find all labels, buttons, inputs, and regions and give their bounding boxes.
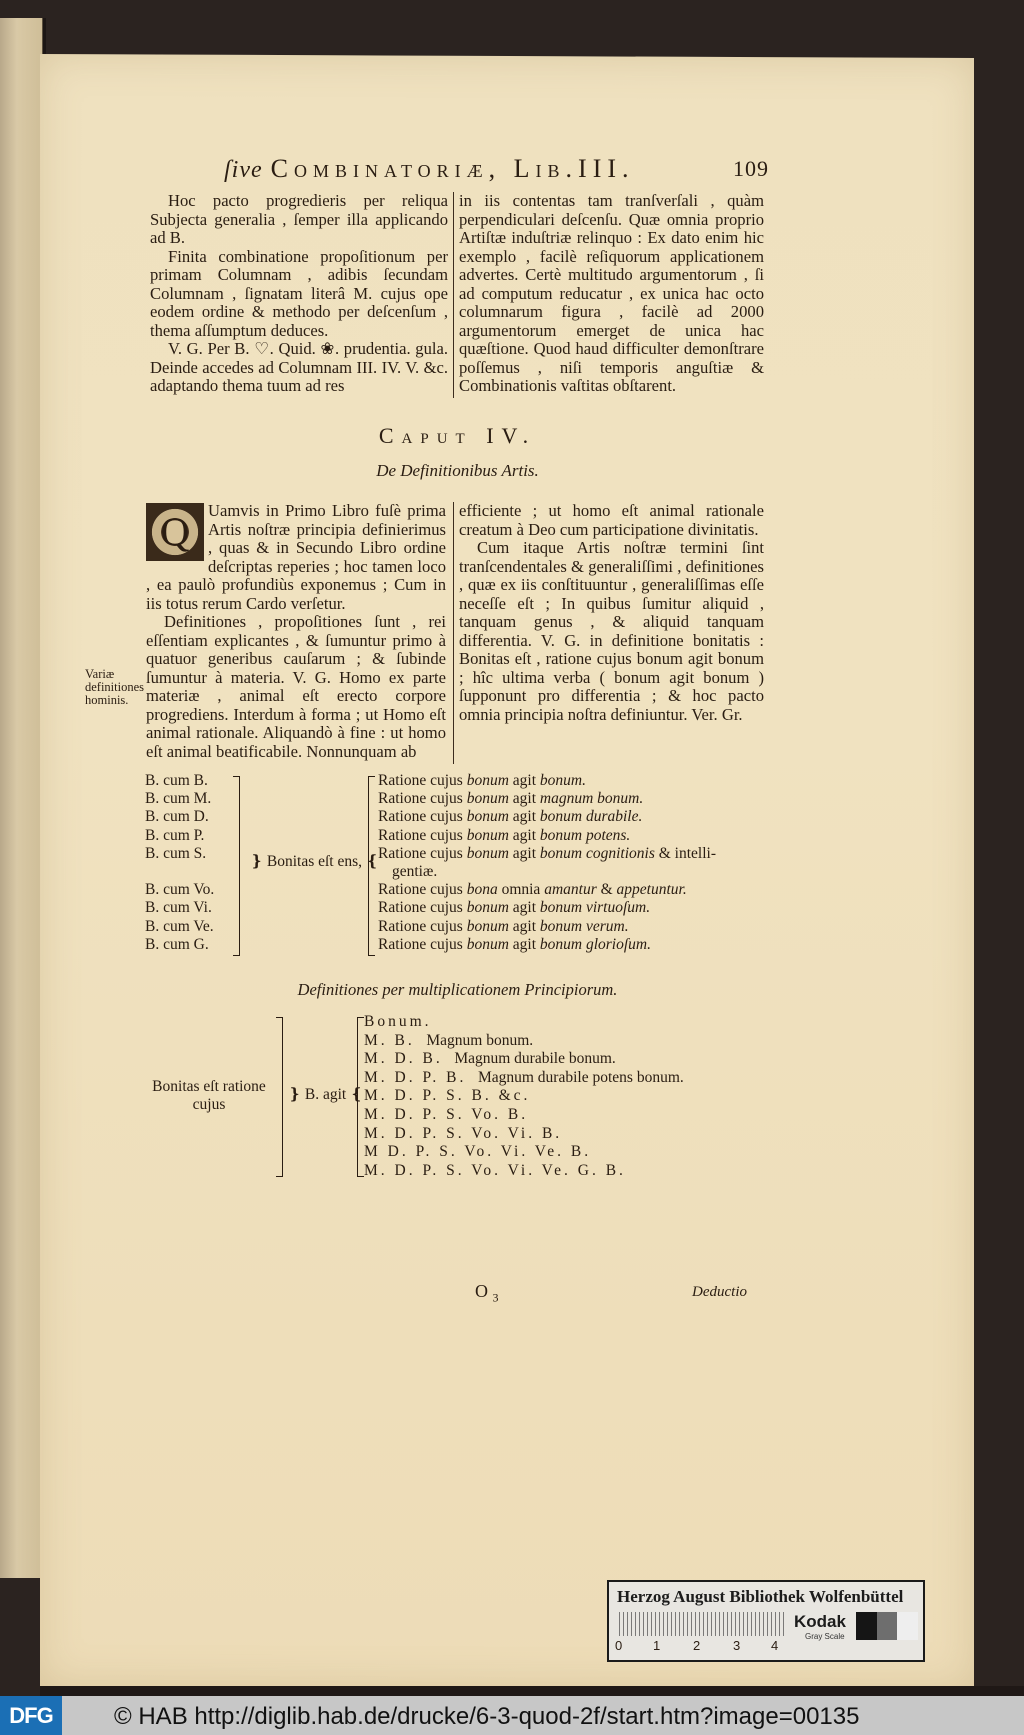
bonitas-label: Bonitas eſt ens,: [266, 853, 363, 870]
definition-list: [378, 772, 758, 954]
combination-item: B. cum Ve.: [145, 917, 214, 935]
combination-item: B. cum Vo.: [145, 881, 215, 899]
column-rule: [453, 192, 454, 398]
principle-combinations: [364, 1013, 684, 1180]
combination-row: M. D. B. Magnum durabile bonum.: [364, 1050, 616, 1068]
paragraph: in iis contentas tam tranſverſali , quàm perpendiculari deſcenſu. Quæ omnia proprio Artiſtæ induſtriæ relinquo : Ex dato enim hic exemplo , facilè reſiquorum applicationem advertes. Certè multitudo argumentorum , ſi ad computum reducatur , ex unica hac octo columnarum figura , facilè ad 2000 argumentorum emerget de unica hac quæſtione. Quod haud difficulter demonſtrare poſſemus , niſi temporis anguſtiæ & Combinationis vaſtitas obſtarent.: [459, 191, 764, 395]
swatch-white: [897, 1612, 918, 1640]
definition-item-continued: gentiæ.: [392, 863, 438, 881]
drop-cap-initial: Q: [146, 503, 204, 561]
color-scale-card: Herzog August Bibliothek Wolfenbüttel 0 1 2 3 4 Kodak Gray Scale: [607, 1580, 925, 1662]
combination-item: [145, 863, 214, 881]
footer-bar: [0, 1696, 1024, 1735]
bracket-label: ❵ B. agit ❴: [288, 1086, 364, 1103]
dfg-logo: DFG: [0, 1696, 62, 1735]
b-agit-label: B. agit: [304, 1086, 347, 1103]
page-number: 109: [733, 156, 769, 181]
combination-list: [145, 772, 214, 954]
definition-item: Ratione cujus bonum agit bonum potens.: [378, 826, 631, 844]
combination-row: M. D. P. S. B. &c.: [364, 1087, 531, 1105]
multiplication-table: [140, 1013, 760, 1183]
running-head: [224, 154, 769, 184]
kodak-logo: Kodak: [794, 1612, 846, 1631]
definition-item: Ratione cujus bonum agit bonum virtuoſum.: [378, 899, 651, 917]
combination-item: B. cum Vi.: [145, 899, 212, 917]
paragraph: Cum itaque Artis noſtræ termini ſint tranſcendentales & generaliſſimi , definitiones , quæ ex iis conſtituuntur , generaliſſimas eſſe neceſſe eſt ; In quibus ſumitur aliquid , tanquam genus , & aliquid tanquam differentia. V. G. in definitione bonitatis : Bonitas eſt , ratione cujus bonum agit bonum ; hîc ultima verba ( bonum agit bonum ) ſupponunt pro differentia ; & hoc pacto omnia principia noſtra definiuntur. Ver. Gr.: [459, 538, 764, 724]
definition-table-bonitas: [145, 772, 765, 962]
left-bracket: [368, 776, 375, 956]
combination-item: B. cum D.: [145, 808, 209, 826]
section-subtitle: Definitiones per multiplicationem Principiorum.: [297, 980, 618, 999]
paragraph: Hoc pacto progredieris per reliqua Subjecta generalia , ſemper illa applicando ad B.: [150, 191, 448, 247]
column-rule: [453, 502, 454, 764]
definition-item: Ratione cujus bonum agit bonum glorioſum.: [378, 935, 651, 953]
combination-item: B. cum M.: [145, 790, 212, 808]
combination-row: M D. P. S. Vo. Vi. Ve. B.: [364, 1143, 592, 1161]
combination-row: M. D. P. B. Magnum durabile potens bonum.: [364, 1068, 684, 1086]
margin-note: Variæ definitiones hominis.: [85, 667, 145, 707]
combination-row: M. B. Magnum bonum.: [364, 1031, 534, 1049]
gray-swatches: [856, 1612, 918, 1640]
signature-mark: O $_3$: [475, 1281, 499, 1305]
combination-item: B. cum S.: [145, 844, 207, 862]
chapter-left-column: [146, 502, 446, 761]
paragraph: Definitiones , propoſitiones ſunt , rei eſſentiam explicantes , & ſumuntur primo à quatuor generibus cauſarum ; & ſubinde ſumuntur à materia. V. G. Homo ex parte materiæ , animal eſt erecto corpore progrediens. Interdum à forma ; ut Homo eſt animal rationale. Aliquandò à fine : ut homo eſt animal beatificabile. Nonnunquam ab: [146, 612, 446, 761]
combination-row: M. D. P. S. Vo. Vi. B.: [364, 1124, 563, 1142]
top-left-column: [150, 192, 448, 396]
library-name: Herzog August Bibliothek Wolfenbüttel: [617, 1587, 904, 1606]
definition-item: Ratione cujus bonum agit bonum durabile.: [378, 808, 643, 826]
running-head-title: Combinatoriæ, Lib.III.: [270, 154, 635, 183]
combination-row: M. D. P. S. Vo. Vi. Ve. G. B.: [364, 1161, 626, 1179]
combination-row: M. D. P. S. Vo. B.: [364, 1105, 529, 1123]
combination-row: Bonum.: [364, 1013, 432, 1030]
running-head-prefix: ſive: [224, 157, 263, 183]
adjacent-page-edge: [0, 18, 43, 1578]
top-right-column: [459, 192, 764, 396]
definition-item: Ratione cujus bona omnia amantur & appetuntur.: [378, 881, 687, 899]
paragraph: efficiente ; ut homo eſt animal rationale creatum à Deo cum participatione divinitatis.: [459, 501, 764, 539]
definition-item: Ratione cujus bonum agit magnum bonum.: [378, 790, 644, 808]
page-shadow: [40, 1686, 1024, 1696]
left-bracket: [357, 1017, 364, 1177]
definition-item: Ratione cujus bonum agit bonum cognitionis & intelli-: [378, 844, 716, 862]
bonitas-ratione-label: Bonitas eſt ratione cujus: [152, 1078, 266, 1113]
definition-item: Ratione cujus bonum agit bonum verum.: [378, 917, 629, 935]
paragraph: Finita combinatione propoſitionum per primam Columnam , adibis ſecundam Columnam , ſignatam literâ M. cujus ope eodem ordine & methodo per deſcenſum , thema aſſumptum deduces.: [150, 246, 448, 340]
bracket-label: ❵ Bonitas eſt ens, ❴: [250, 853, 379, 870]
definition-item: Ratione cujus bonum agit bonum.: [378, 772, 586, 789]
swatch-gray: [877, 1612, 898, 1640]
copyright-link[interactable]: © HAB http://diglib.hab.de/drucke/6-3-quod-2f/start.htm?image=00135: [114, 1703, 860, 1730]
ruler: [619, 1612, 784, 1636]
combination-item: B. cum P.: [145, 826, 205, 844]
right-bracket: [276, 1017, 283, 1177]
right-bracket: [233, 776, 240, 956]
catchword: Deductio: [692, 1284, 747, 1300]
combination-item: B. cum G.: [145, 935, 209, 953]
combination-item: B. cum B.: [145, 772, 208, 789]
chapter-title: Caput IV.: [378, 423, 537, 448]
paragraph: V. G. Per B. ♡. Quid. ❀. prudentia. gula. Deinde accedes ad Columnam III. IV. V. &c. adaptando thema tuum ad res: [150, 339, 448, 395]
swatch-black: [856, 1612, 877, 1640]
paragraph: Uamvis in Primo Libro fuſè prima Artis noſtræ principia definierimus , quas & in Secundo Libro ordine deſcriptas reperies ; hoc tamen loco , ea paulò profundiùs exponemus ; Cum in iis totus rerum Cardo verſetur.: [146, 501, 446, 613]
gray-scale-label: Gray Scale: [805, 1632, 845, 1641]
chapter-subtitle: De Definitionibus Artis.: [376, 461, 539, 480]
chapter-right-column: [459, 502, 764, 724]
